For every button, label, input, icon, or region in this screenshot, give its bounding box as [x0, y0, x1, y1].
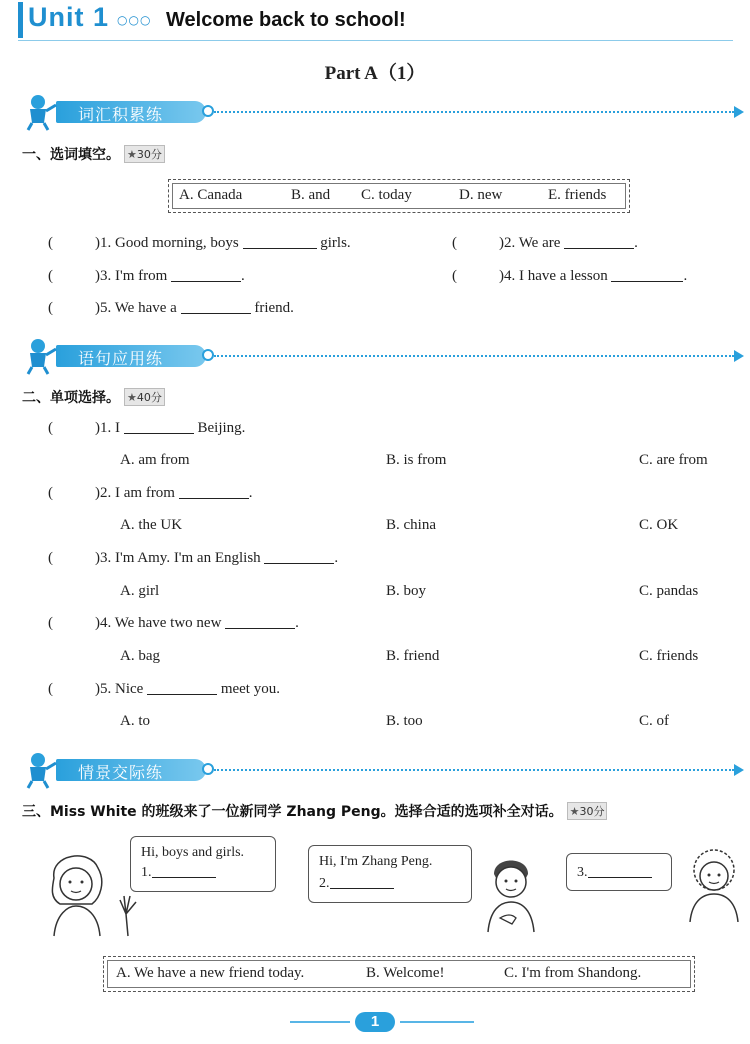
option-a[interactable]: A. am from — [120, 452, 190, 468]
word-option: B. and — [291, 187, 331, 203]
answer-paren[interactable]: ( — [48, 485, 53, 501]
question-text: meet you. — [220, 681, 280, 697]
fill-item-2 — [452, 235, 638, 252]
blank-number: 2. — [319, 876, 330, 891]
arrow-right-icon — [734, 764, 744, 776]
question-text: . — [248, 485, 253, 501]
option-c[interactable]: C. are from — [639, 452, 708, 468]
dialog-option: A. We have a new friend today. — [116, 965, 305, 981]
heading-text: 一、选词填空。 — [22, 147, 120, 163]
option-a[interactable]: A. the UK — [120, 517, 183, 533]
star-icon: ★ — [569, 805, 580, 818]
banner-knob — [202, 763, 214, 775]
item-text: 4. I have a lesson — [504, 268, 608, 284]
mascot-icon — [20, 751, 60, 789]
option-b[interactable]: B. too — [386, 713, 423, 729]
item-text: 5. We have a — [100, 300, 177, 316]
word-option: A. Canada — [179, 187, 243, 203]
answer-blank — [147, 694, 217, 695]
banner-label: 词汇积累练 — [78, 105, 164, 124]
mc-question-5: ( )5. Nice meet you. — [48, 681, 280, 697]
answer-blank[interactable] — [171, 281, 241, 282]
footer-line-left — [290, 1021, 350, 1023]
item-text: friend. — [254, 300, 294, 316]
question-text: 1. I — [100, 420, 120, 436]
bubble-answer-line — [141, 865, 216, 881]
banner-knob — [202, 105, 214, 117]
word-option: D. new — [459, 187, 503, 203]
dialog-option: B. Welcome! — [366, 965, 445, 981]
unit-title: Unit 1 — [28, 2, 110, 32]
dialog-options-box — [103, 956, 695, 992]
item-text: . — [683, 268, 688, 284]
unit-dots: ○○○ — [117, 13, 152, 27]
score-badge — [567, 802, 608, 820]
answer-paren[interactable]: ( — [48, 550, 53, 566]
answer-blank[interactable] — [181, 313, 251, 314]
banner-dotted-line — [214, 769, 734, 771]
answer-paren[interactable]: ( — [48, 420, 53, 436]
option-b[interactable]: B. is from — [386, 452, 447, 468]
question-text: 2. I am from — [100, 485, 175, 501]
footer-line-right — [400, 1021, 474, 1023]
fill-item-3 — [48, 268, 245, 285]
answer-blank[interactable] — [564, 248, 634, 249]
heading-text: 二、单项选择。 — [22, 390, 120, 406]
option-b[interactable]: B. friend — [386, 648, 440, 664]
banner-label: 语句应用练 — [78, 349, 164, 368]
banner-dotted-line — [214, 355, 734, 357]
mascot-icon — [20, 337, 60, 375]
girl-illustration — [680, 846, 748, 922]
score-text: 40分 — [136, 391, 162, 404]
question-text: . — [295, 615, 299, 631]
mc-question-3: ( )3. I'm Amy. I'm an English . — [48, 550, 339, 566]
word-option: C. today — [361, 187, 412, 203]
option-c[interactable]: C. pandas — [639, 583, 699, 599]
answer-blank — [225, 628, 295, 629]
mascot-icon — [20, 93, 60, 131]
boy-illustration — [476, 852, 546, 934]
mc-question-2: ( )2. I am from . — [48, 485, 253, 501]
answer-paren-open[interactable]: ( — [48, 300, 53, 316]
answer-blank[interactable] — [243, 248, 317, 249]
answer-blank[interactable] — [588, 877, 652, 878]
mc-question-4: ( )4. We have two new . — [48, 615, 299, 631]
item-text: 2. We are — [504, 235, 561, 251]
section-banner-sentence — [18, 341, 748, 371]
section-heading-dialog — [22, 801, 607, 821]
speech-bubble-student — [308, 845, 472, 903]
option-b[interactable]: B. china — [386, 517, 436, 533]
score-text: 30分 — [136, 148, 162, 161]
item-text: 1. Good morning, boys — [100, 235, 239, 251]
blank-number: 1. — [141, 865, 152, 880]
blank-number: 3. — [577, 865, 588, 880]
score-badge — [124, 388, 165, 406]
answer-paren-close: ) — [499, 235, 504, 251]
score-badge — [124, 145, 165, 163]
question-text: Beijing. — [197, 420, 246, 436]
answer-paren-close: ) — [95, 300, 100, 316]
dialog-option: C. I'm from Shandong. — [504, 965, 642, 981]
answer-paren-open[interactable]: ( — [452, 235, 457, 251]
answer-blank[interactable] — [611, 281, 683, 282]
question-text: 3. I'm Amy. I'm an English — [100, 550, 261, 566]
star-icon: ★ — [127, 148, 137, 161]
question-text: 4. We have two new — [100, 615, 222, 631]
option-b[interactable]: B. boy — [386, 583, 427, 599]
answer-paren[interactable]: ( — [48, 681, 53, 697]
option-c[interactable]: C. OK — [639, 517, 679, 533]
answer-paren-close: ) — [95, 235, 100, 251]
banner-label: 情景交际练 — [78, 763, 164, 782]
answer-paren-close: ) — [95, 268, 100, 284]
answer-blank — [264, 563, 334, 564]
answer-paren-open[interactable]: ( — [452, 268, 457, 284]
option-c[interactable]: C. friends — [639, 648, 699, 664]
answer-paren-close: ) — [499, 268, 504, 284]
heading-text: 三、Miss White 的班级来了一位新同学 Zhang Peng。选择合适的选项补全对话。 — [22, 804, 563, 820]
section-heading-sentence — [22, 387, 165, 407]
banner-knob — [202, 349, 214, 361]
word-option: E. friends — [548, 187, 607, 203]
answer-blank — [179, 498, 249, 499]
banner-dotted-line — [214, 111, 734, 113]
answer-blank[interactable] — [330, 888, 394, 889]
unit-accent-bar — [18, 2, 23, 38]
bubble-text: Hi, I'm Zhang Peng. — [319, 854, 433, 869]
item-text: girls. — [320, 235, 351, 251]
mc-question-1: ( )1. I Beijing. — [48, 420, 246, 436]
word-bank-box — [168, 179, 630, 213]
header-rule — [18, 40, 733, 41]
page-number: 1 — [355, 1012, 395, 1032]
speech-bubble-teacher — [130, 836, 276, 892]
section-banner-vocab — [18, 97, 748, 127]
score-text: 30分 — [579, 805, 605, 818]
section-heading-vocab — [22, 144, 165, 164]
answer-paren-open[interactable]: ( — [48, 268, 53, 284]
item-text: 3. I'm from — [100, 268, 168, 284]
section-banner-dialog — [18, 755, 748, 785]
unit-subtitle: Welcome back to school! — [166, 9, 406, 31]
fill-item-4 — [452, 268, 687, 285]
option-a[interactable]: A. girl — [120, 583, 160, 599]
option-a[interactable]: A. to — [120, 713, 150, 729]
answer-blank — [124, 433, 194, 434]
option-a[interactable]: A. bag — [120, 648, 160, 664]
fill-item-1 — [48, 235, 351, 252]
option-c[interactable]: C. of — [639, 713, 669, 729]
question-text: 5. Nice — [100, 681, 144, 697]
part-title: Part A（1） — [324, 63, 426, 84]
answer-paren[interactable]: ( — [48, 615, 53, 631]
fill-item-5 — [48, 300, 294, 317]
bubble-answer-line — [319, 876, 394, 892]
item-text: . — [634, 235, 638, 251]
question-text: . — [334, 550, 339, 566]
item-text: . — [241, 268, 245, 284]
speech-bubble-girl — [566, 853, 672, 891]
arrow-right-icon — [734, 350, 744, 362]
answer-blank[interactable] — [152, 877, 216, 878]
bubble-answer-line — [577, 865, 652, 881]
arrow-right-icon — [734, 106, 744, 118]
star-icon: ★ — [127, 391, 137, 404]
bubble-text: Hi, boys and girls. — [141, 845, 245, 860]
answer-paren-open[interactable]: ( — [48, 235, 53, 251]
